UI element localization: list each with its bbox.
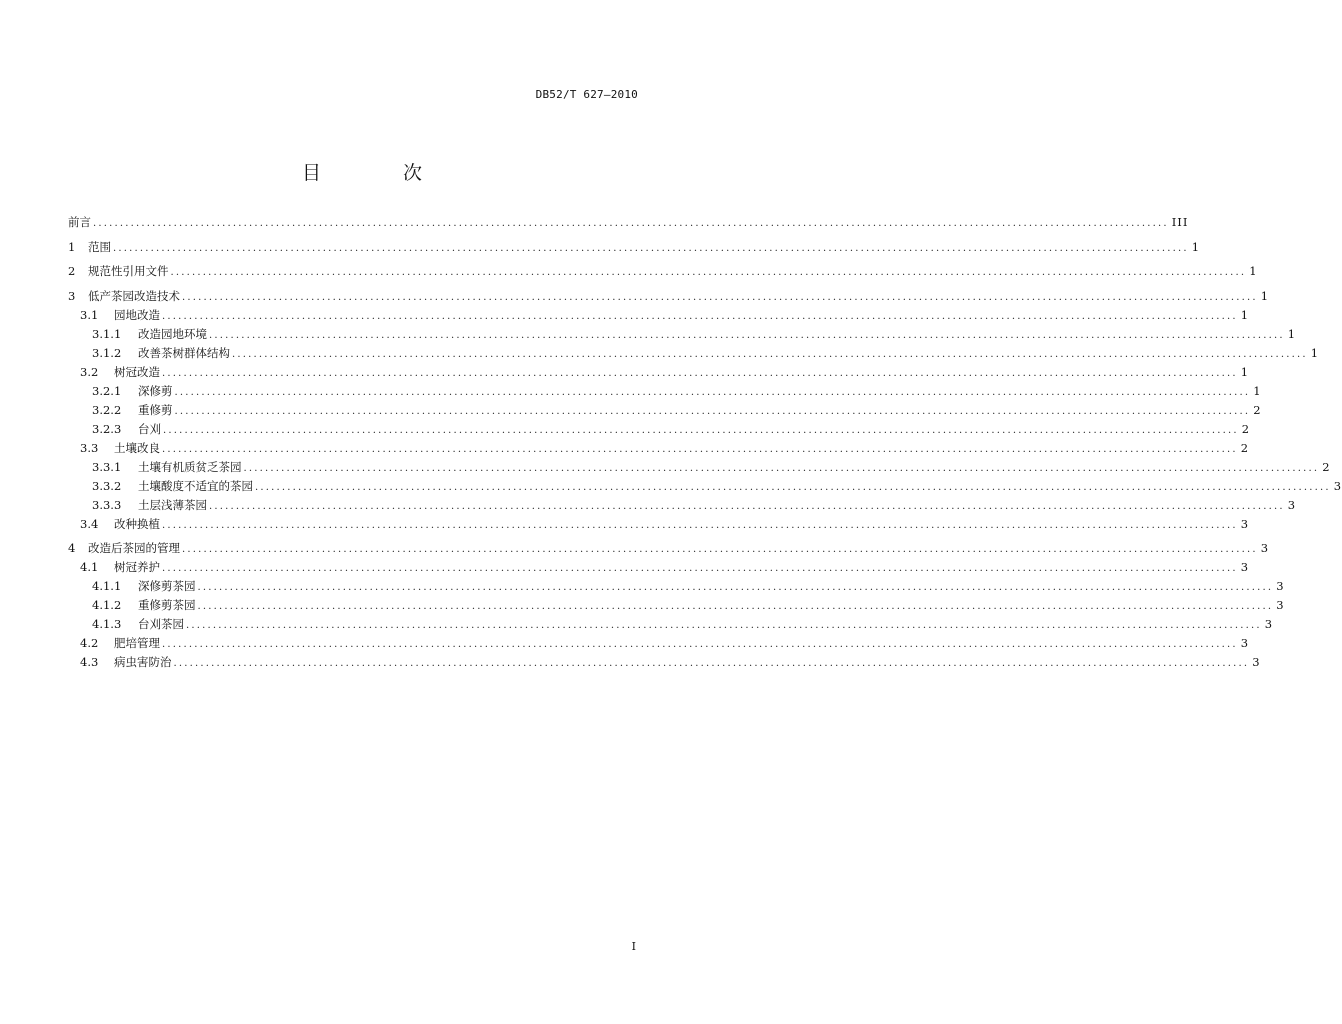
dot-leader: ........................................................................................................................................................................................................ xyxy=(232,348,1308,360)
toc-number: 3.1 xyxy=(80,307,99,322)
dot-leader: ........................................................................................................................................................................................................ xyxy=(163,424,1239,436)
dot-leader: ........................................................................................................................................................................................................ xyxy=(162,310,1238,322)
dot-leader: ........................................................................................................................................................................................................ xyxy=(162,367,1238,379)
toc-entry[interactable] xyxy=(68,326,1297,341)
toc-entry[interactable] xyxy=(68,421,1251,436)
dot-leader: ........................................................................................................................................................................................................ xyxy=(113,242,1189,254)
toc-label: 前言 xyxy=(68,215,91,229)
page-title: 目 次 xyxy=(301,162,461,184)
toc-entry[interactable] xyxy=(68,214,1189,229)
toc-page-number: 3 xyxy=(1260,541,1270,555)
toc-number: 3.1.2 xyxy=(92,345,122,360)
toc-number: 1 xyxy=(68,239,76,254)
toc-label: 范围 xyxy=(88,239,111,254)
toc-label: 改造后茶园的管理 xyxy=(88,541,180,555)
toc-label: 重修剪茶园 xyxy=(138,598,196,612)
toc-page-number: 3 xyxy=(1287,497,1297,512)
toc-page-number: 3 xyxy=(1240,560,1250,574)
toc-page-number: 3 xyxy=(1276,579,1285,593)
toc-entry[interactable] xyxy=(68,307,1250,322)
toc-number: 3.4 xyxy=(80,516,99,531)
toc-page-number: 2 xyxy=(1241,421,1251,436)
toc-entry[interactable] xyxy=(68,263,1258,278)
toc-number: 3 xyxy=(68,288,76,303)
dot-leader: ........................................................................................................................................................................................................ xyxy=(255,481,1331,493)
toc-entry[interactable] xyxy=(68,497,1297,512)
toc-number: 3.3.2 xyxy=(92,478,122,493)
toc-entry[interactable] xyxy=(68,364,1250,379)
toc-label: 园地改造 xyxy=(114,307,160,322)
toc-page-number: 1 xyxy=(1310,345,1320,360)
toc-number: 3.1.1 xyxy=(92,326,122,341)
dot-leader: ........................................................................................................................................................................................................ xyxy=(197,601,1274,612)
toc-entry[interactable] xyxy=(68,459,1331,474)
toc-label: 台刈 xyxy=(138,421,161,436)
toc-label: 台刈茶园 xyxy=(138,617,184,631)
dot-leader: ........................................................................................................................................................................................................ xyxy=(209,329,1285,341)
toc-label: 土层浅薄茶园 xyxy=(138,497,207,512)
toc-page-number: 2 xyxy=(1253,402,1262,417)
toc-page-number: 1 xyxy=(1253,383,1262,398)
toc-page-number: 1 xyxy=(1191,239,1201,254)
dot-leader: ........................................................................................................................................................................................................ xyxy=(243,462,1320,474)
toc-entry[interactable] xyxy=(68,578,1285,593)
dot-leader: ........................................................................................................................................................................................................ xyxy=(174,386,1251,398)
toc-label: 深修剪茶园 xyxy=(138,579,196,593)
toc-number: 3.3.3 xyxy=(92,497,122,512)
toc-entry[interactable] xyxy=(68,516,1250,531)
toc-entry[interactable] xyxy=(68,383,1262,398)
toc-entry[interactable] xyxy=(68,440,1250,455)
toc-entry[interactable] xyxy=(68,654,1261,669)
dot-leader: ........................................................................................................................................................................................................ xyxy=(162,519,1238,531)
toc-entry[interactable] xyxy=(68,616,1274,631)
toc-label: 土壤有机质贫乏茶园 xyxy=(138,459,242,474)
toc-entry[interactable] xyxy=(68,345,1320,360)
toc-label: 改造园地环境 xyxy=(138,326,207,341)
toc-number: 2 xyxy=(68,264,76,278)
toc-label: 土壤酸度不适宜的茶园 xyxy=(138,478,253,493)
toc-page-number: 3 xyxy=(1264,617,1274,631)
toc-label: 规范性引用文件 xyxy=(88,264,169,278)
toc-number: 3.2.2 xyxy=(92,402,122,417)
toc-entry[interactable] xyxy=(68,597,1285,612)
toc-page-number: 3 xyxy=(1240,636,1250,650)
toc-number: 4.3 xyxy=(80,655,99,669)
dot-leader: ........................................................................................................................................................................................................ xyxy=(186,620,1262,631)
toc-label: 病虫害防治 xyxy=(114,655,172,669)
page-number: I xyxy=(631,940,636,953)
toc-label: 改种换植 xyxy=(114,516,160,531)
toc-page-number: III xyxy=(1171,215,1189,229)
toc-number: 3.2 xyxy=(80,364,99,379)
toc-label: 低产茶园改造技术 xyxy=(88,288,180,303)
toc-entry[interactable] xyxy=(68,402,1262,417)
table-of-contents xyxy=(68,214,1342,669)
toc-entry[interactable] xyxy=(68,239,1201,254)
toc-entry[interactable] xyxy=(68,635,1250,650)
toc-number: 3.2.1 xyxy=(92,383,122,398)
toc-page-number: 2 xyxy=(1240,440,1250,455)
toc-page-number: 1 xyxy=(1240,364,1250,379)
toc-entry[interactable] xyxy=(68,540,1270,555)
toc-number: 3.2.3 xyxy=(92,421,122,436)
toc-number: 4.1.2 xyxy=(92,598,122,612)
toc-label: 改善茶树群体结构 xyxy=(138,345,230,360)
toc-entry[interactable] xyxy=(68,288,1270,303)
toc-page-number: 3 xyxy=(1333,478,1342,493)
dot-leader: ........................................................................................................................................................................................................ xyxy=(197,582,1274,593)
toc-number: 4.1 xyxy=(80,560,99,574)
dot-leader: ........................................................................................................................................................................................................ xyxy=(170,267,1247,278)
toc-page-number: 3 xyxy=(1252,655,1261,669)
toc-label: 土壤改良 xyxy=(114,440,160,455)
toc-page-number: 1 xyxy=(1287,326,1297,341)
document-code: DB52/T 627—2010 xyxy=(535,88,638,101)
toc-entry[interactable] xyxy=(68,559,1250,574)
dot-leader: ........................................................................................................................................................................................................ xyxy=(182,544,1258,555)
toc-label: 树冠改造 xyxy=(114,364,160,379)
dot-leader: ........................................................................................................................................................................................................ xyxy=(93,218,1169,229)
toc-entry[interactable] xyxy=(68,478,1342,493)
toc-page-number: 1 xyxy=(1240,307,1250,322)
toc-number: 4 xyxy=(68,541,76,555)
dot-leader: ........................................................................................................................................................................................................ xyxy=(182,291,1258,303)
dot-leader: ........................................................................................................................................................................................................ xyxy=(174,405,1251,417)
toc-number: 3.3.1 xyxy=(92,459,122,474)
toc-number: 3.3 xyxy=(80,440,99,455)
dot-leader: ........................................................................................................................................................................................................ xyxy=(209,500,1285,512)
toc-label: 重修剪 xyxy=(138,402,173,417)
toc-page-number: 1 xyxy=(1260,288,1270,303)
dot-leader: ........................................................................................................................................................................................................ xyxy=(162,443,1238,455)
toc-number: 4.2 xyxy=(80,636,99,650)
toc-page-number: 1 xyxy=(1249,264,1258,278)
dot-leader: ........................................................................................................................................................................................................ xyxy=(173,658,1250,669)
toc-page-number: 2 xyxy=(1322,459,1331,474)
toc-page-number: 3 xyxy=(1276,598,1285,612)
toc-page-number: 3 xyxy=(1240,516,1250,531)
dot-leader: ........................................................................................................................................................................................................ xyxy=(162,639,1238,650)
toc-number: 4.1.1 xyxy=(92,579,122,593)
toc-label: 树冠养护 xyxy=(114,560,160,574)
dot-leader: ........................................................................................................................................................................................................ xyxy=(162,563,1238,574)
toc-label: 深修剪 xyxy=(138,383,173,398)
toc-label: 肥培管理 xyxy=(114,636,160,650)
toc-number: 4.1.3 xyxy=(92,617,122,631)
